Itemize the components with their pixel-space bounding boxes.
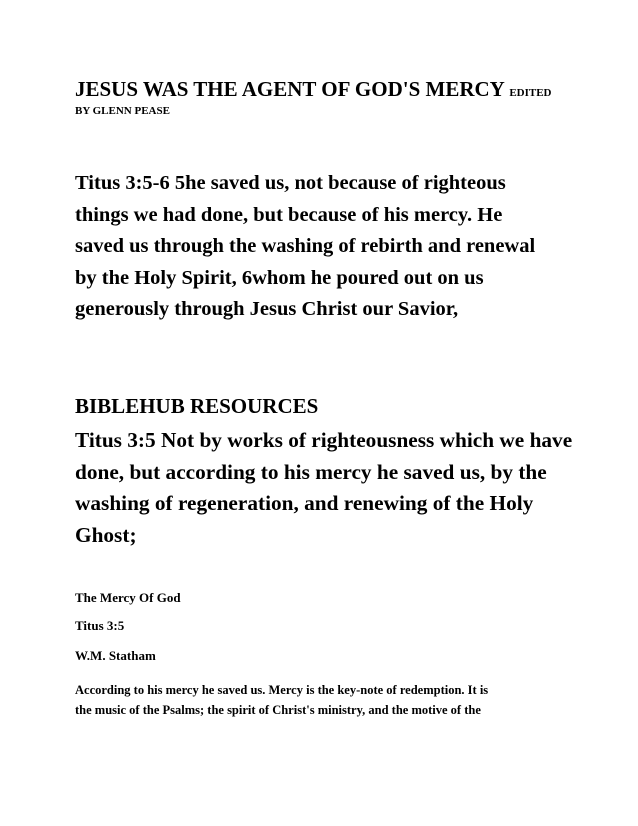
intro-verse-line: Titus 3:5-6 5he saved us, not because of righteous <box>75 172 506 194</box>
section-reference: Titus 3:5 <box>75 618 125 633</box>
section-title: The Mercy Of God <box>75 590 181 605</box>
kjv-verse-line: done, but according to his mercy he saved us, by the <box>75 459 547 484</box>
intro-verse <box>75 168 535 326</box>
resources-heading: BIBLEHUB RESOURCES <box>75 394 319 418</box>
byline: BY GLENN PEASE <box>75 105 170 117</box>
kjv-verse-line: washing of regeneration, and renewing of the Holy <box>75 491 534 515</box>
intro-verse-line: by the Holy Spirit, 6whom he poured out on us <box>75 266 484 289</box>
section-body <box>75 680 575 720</box>
title-main: JESUS WAS THE AGENT OF GOD'S MERCY <box>75 77 505 101</box>
section-author: W.M. Statham <box>75 648 156 663</box>
kjv-verse-line: Ghost; <box>75 522 137 547</box>
intro-verse-line: saved us through the washing of rebirth and renewal <box>75 235 536 257</box>
kjv-verse-line: Titus 3:5 Not by works of righteousness which we have <box>75 428 573 452</box>
document-title <box>75 76 552 106</box>
intro-verse-line: things we had done, but because of his mercy. He <box>75 203 503 226</box>
body-line: According to his mercy he saved us. Mercy is the key-note of redemption. It is <box>75 683 489 697</box>
body-line: the music of the Psalms; the spirit of Christ's ministry, and the motive of the <box>75 703 481 717</box>
title-suffix: EDITED <box>509 87 552 99</box>
kjv-verse <box>75 425 572 551</box>
intro-verse-line: generously through Jesus Christ our Savior, <box>75 298 459 320</box>
